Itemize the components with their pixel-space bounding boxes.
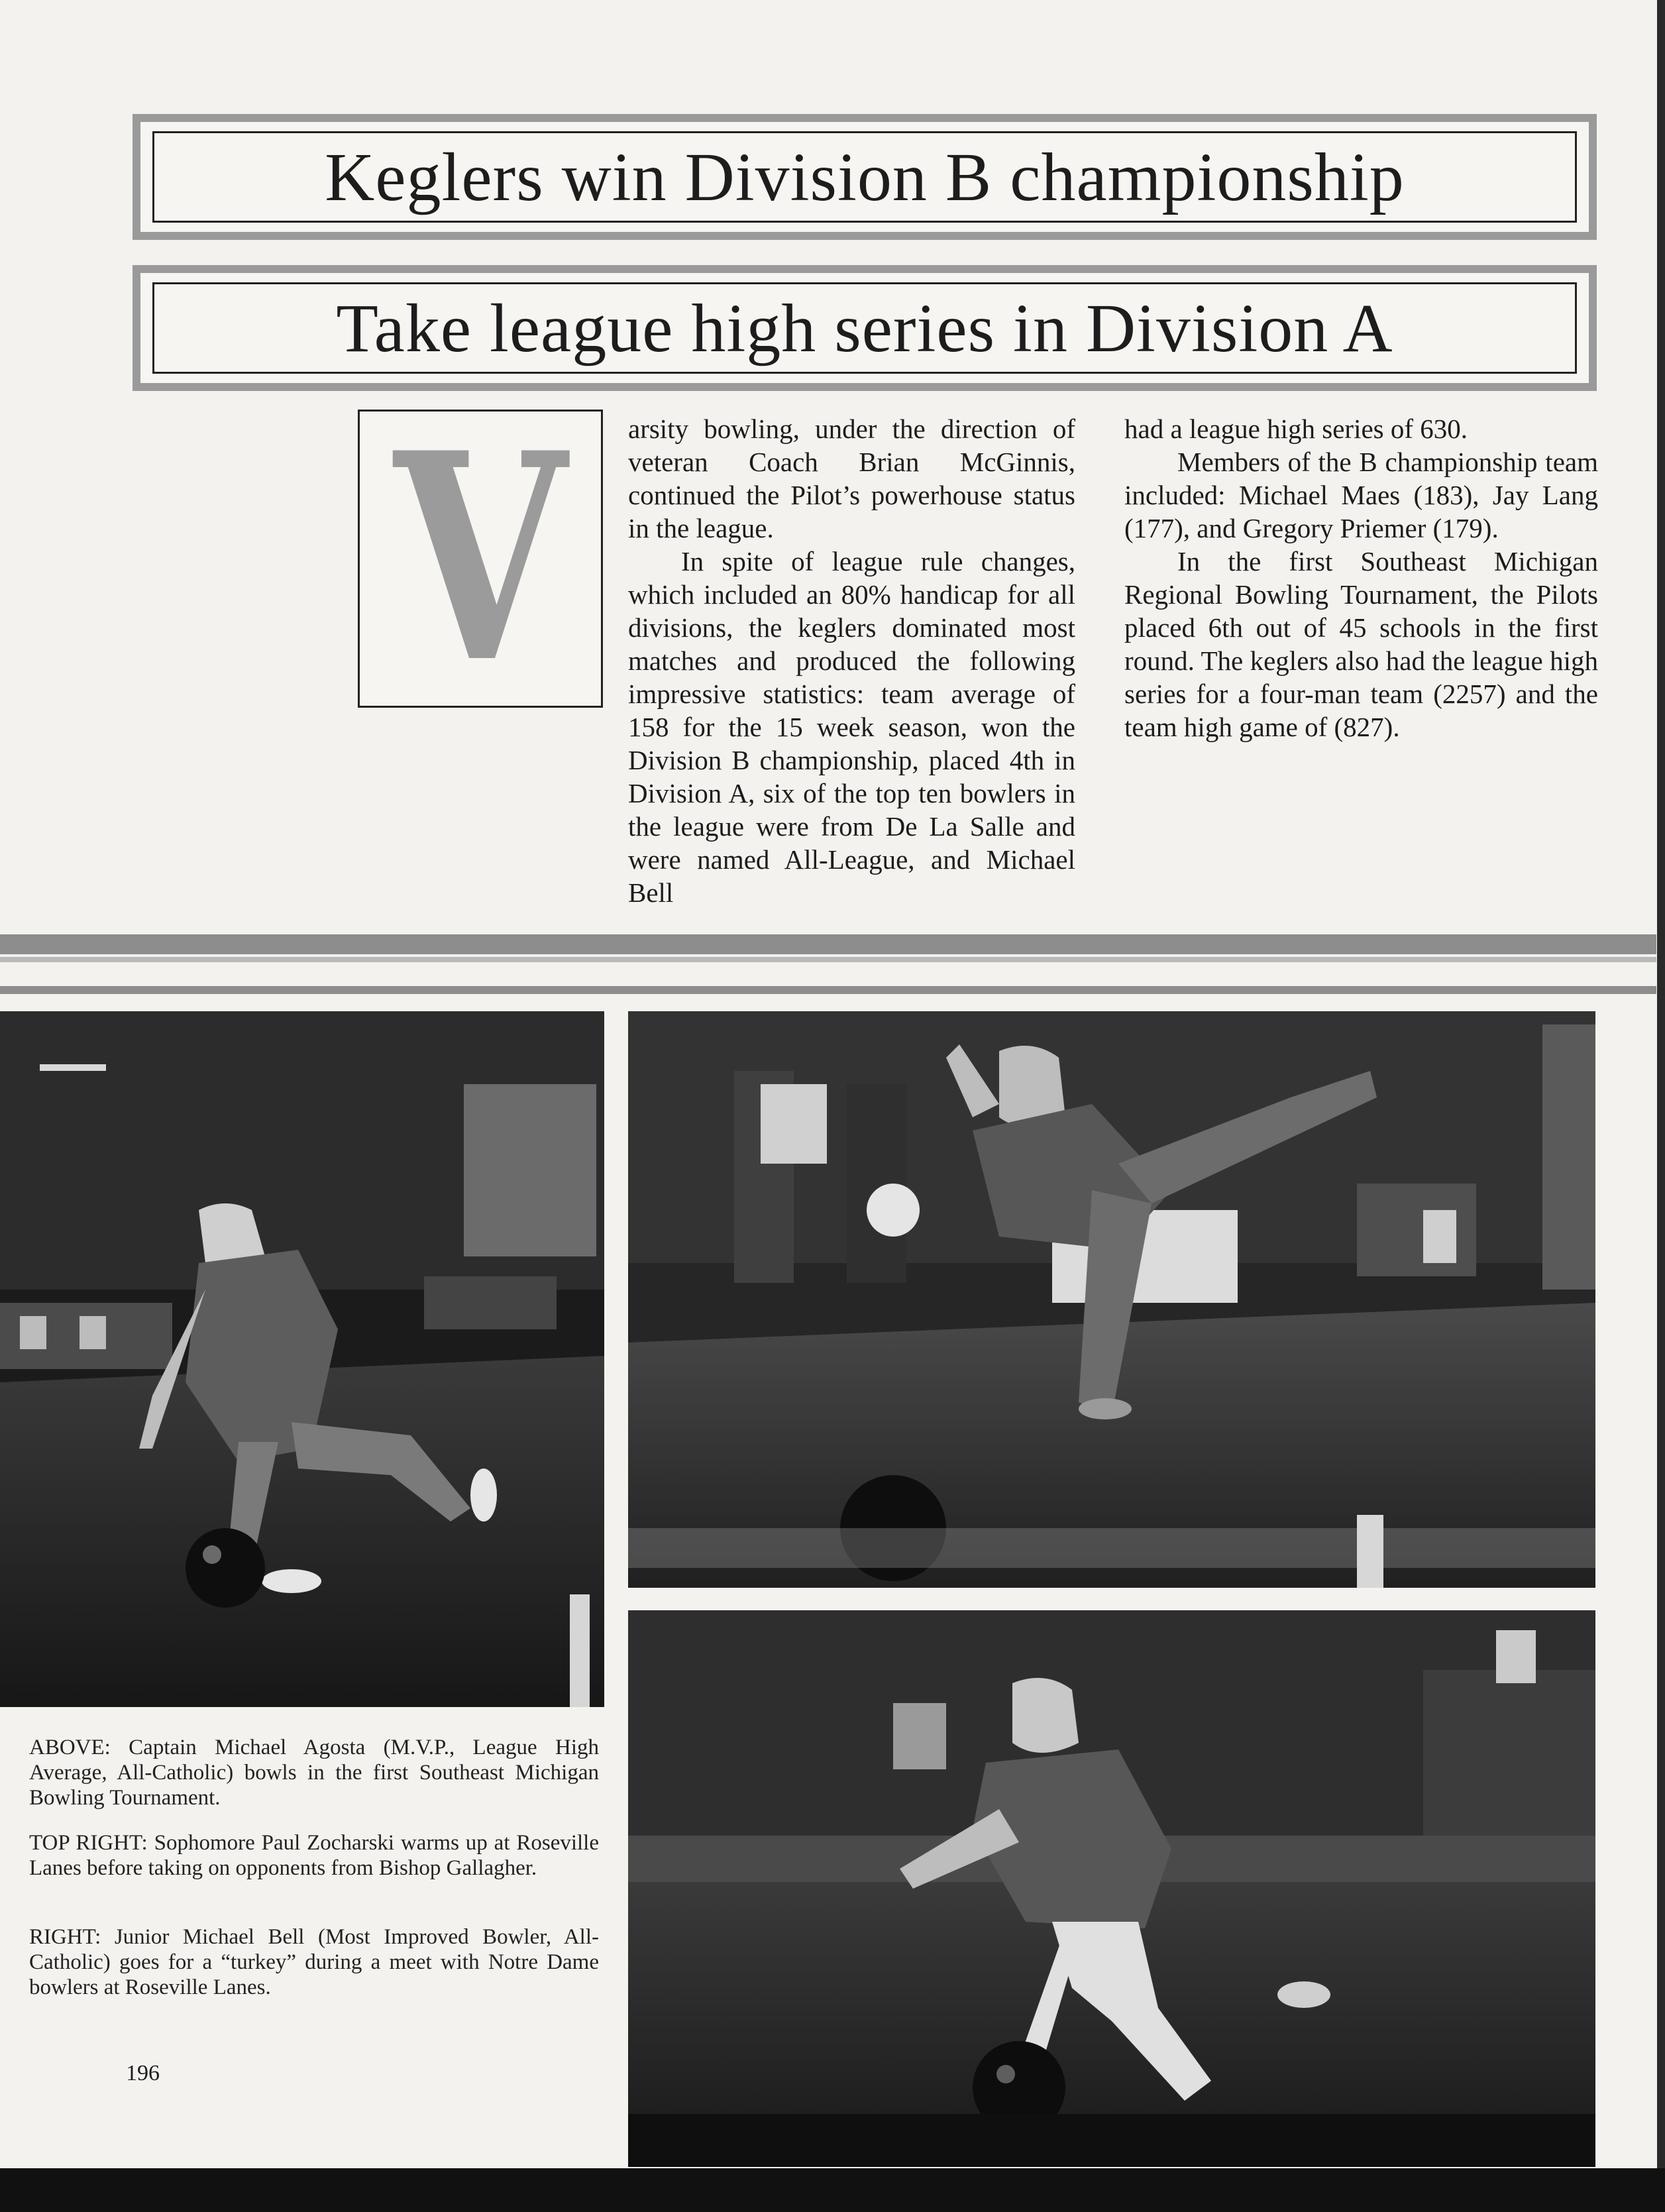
caption-right: RIGHT: Junior Michael Bell (Most Improved Bowler, All-Catholic) goes for a “turkey” during a meet with Notre Dame bowlers at Roseville Lanes.: [29, 1925, 599, 1999]
caption-above: ABOVE: Captain Michael Agosta (M.V.P., League High Average, All-Catholic) bowls in the first Southeast Michigan Bowling Tournament.: [29, 1736, 599, 1810]
divider-rule: [0, 934, 1656, 954]
page-number: 196: [126, 2061, 160, 2085]
headline-sub: Take league high series in Division A: [336, 290, 1393, 366]
headline-box-sub: [133, 265, 1597, 391]
article-paragraph: had a league high series of 630.: [1124, 414, 1468, 444]
drop-cap-letter: V: [394, 391, 567, 726]
photo-bowler-zocharski: [628, 1011, 1595, 1588]
article-paragraph: Members of the B championship team included: Michael Maes (183), Jay Lang (177), and Gregory Priemer (179).: [1124, 447, 1598, 543]
divider-rule: [0, 986, 1656, 994]
article-paragraph: In spite of league rule changes, which included an 80% handicap for all divisions, the keglers dominated most matches and produced the following impressive statistics: team average of 158 for the 15 week season, won the Division B championship, placed 4th in Division A, six of the top ten bowlers in the league were from De La Salle and were named All-League, and Michael Bell: [628, 546, 1075, 908]
drop-cap-box: [358, 391, 603, 726]
page-edge: [1657, 0, 1665, 2212]
headline-box-main: [133, 114, 1597, 240]
article-column-1: [628, 412, 1075, 909]
article-paragraph: arsity bowling, under the direction of veteran Coach Brian McGinnis, continued the Pilot’s powerhouse status in the league.: [628, 414, 1075, 543]
caption-top-right: TOP RIGHT: Sophomore Paul Zocharski warms up at Roseville Lanes before taking on opponents from Bishop Gallagher.: [29, 1831, 599, 1880]
scan-bottom-edge: [0, 2168, 1665, 2212]
article-column-2: [1124, 412, 1598, 744]
article-paragraph: In the first Southeast Michigan Regional Bowling Tournament, the Pilots placed 6th out of 45 schools in the first round. The keglers also had the league high series for a four-man team (2257) and the team high game of (827).: [1124, 546, 1598, 742]
headline-main: Keglers win Division B championship: [325, 138, 1405, 215]
photo-bowler-bell: [628, 1610, 1595, 2167]
photo-bowler-agosta: [0, 1011, 604, 1707]
divider-rule: [0, 957, 1656, 962]
